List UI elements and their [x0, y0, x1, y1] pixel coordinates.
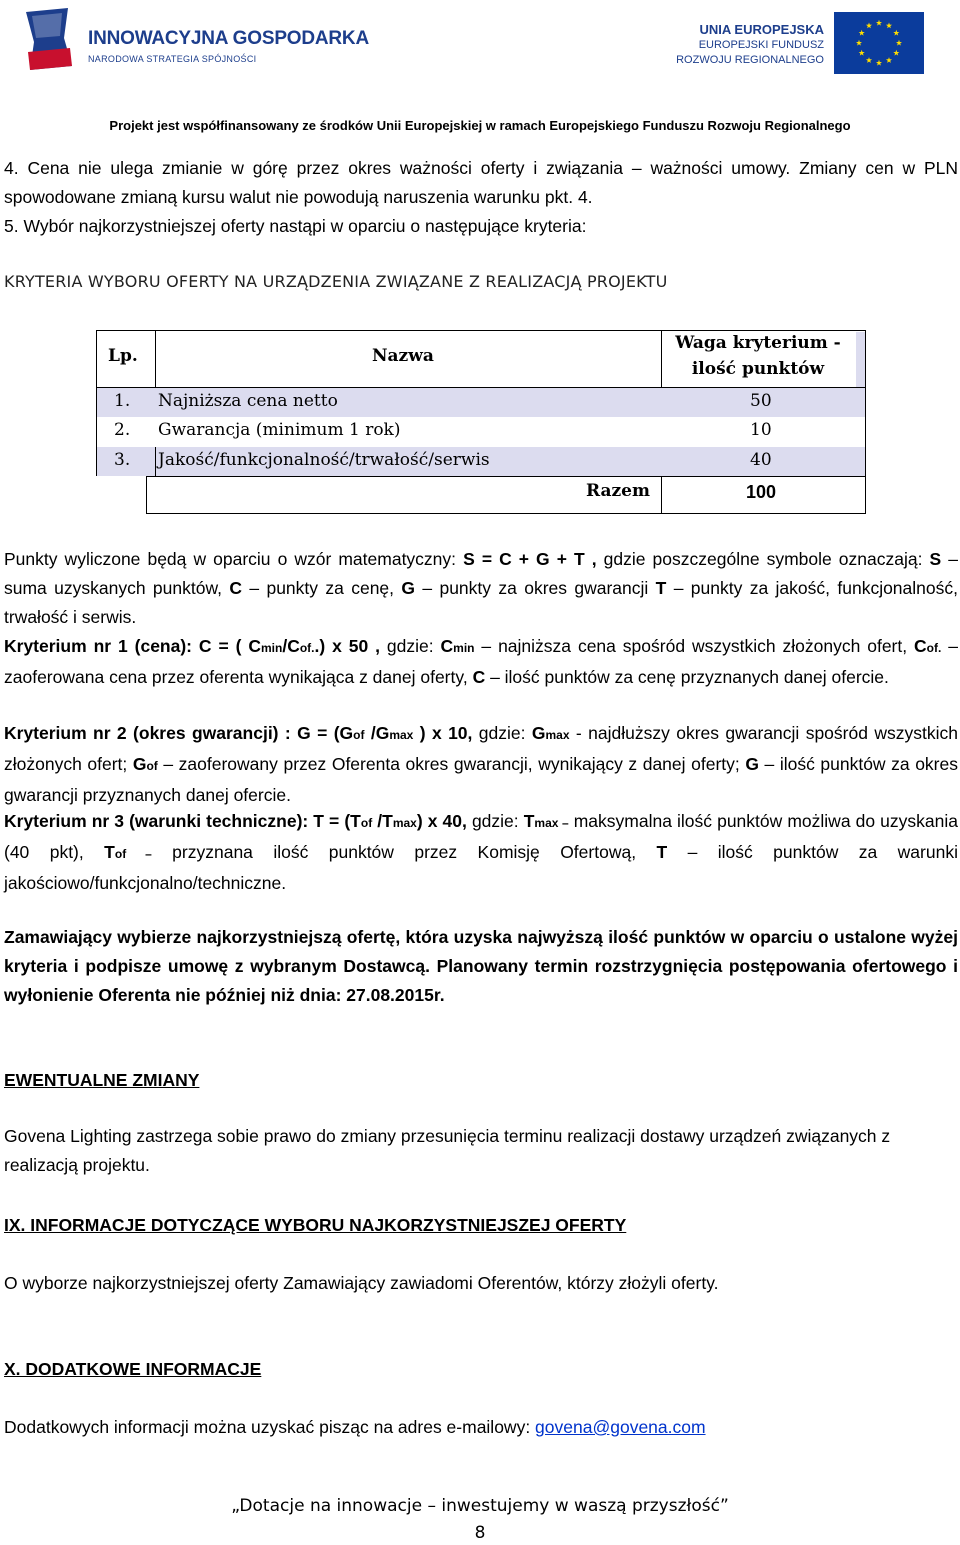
row-3-weight: 40 [750, 450, 772, 470]
total-label: Razem [586, 481, 650, 501]
point-4-text: 4. Cena nie ulega zmianie w górę przez okres ważności oferty i związania – ważności umowy. Zmiany cen w PLN spowodowane zmianą kursu walut nie powodują naruszenia warunku pkt. 4. [4, 158, 958, 207]
footer-slogan: „Dotacje na innowacje – inwestujemy w waszą przyszłość” [231, 1496, 729, 1516]
section-10-text: Dodatkowych informacji można uzyskać pisząc na adres e-mailowy: govena@govena.com [4, 1417, 706, 1437]
row-1-lp: 1. [114, 391, 131, 411]
formula-paragraph: Punkty wyliczone będą w oparciu o wzór matematyczny: S = C + G + T , gdzie poszczególne symbole oznaczają: S – suma uzyskanych punktów, C – punkty za cenę, G – punkty za okres gwarancji T – punkty za jakość, funkcjonalność, trwałość i serwis. [4, 549, 959, 627]
header-weight-line2: ilość punktów [691, 359, 825, 379]
ig-title: INNOWACYJNA GOSPODARKA [88, 28, 369, 49]
eu-fund-line: EUROPEJSKI FUNDUSZ [698, 39, 824, 51]
header-lp: Lp. [108, 346, 138, 366]
eu-flag-icon [834, 12, 924, 74]
cofinancing-note: Projekt jest współfinansowany ze środków Unii Europejskiej w ramach Europejskiego Funduszu Rozwoju Regionalnego [109, 118, 851, 133]
criterion-1-paragraph: Kryterium nr 1 (cena): C = ( Cmin/Cof..) x 50 , gdzie: Cmin – najniższa cena spośród wszystkich złożonych ofert, Cof. – zaoferowana cena przez oferenta wynikająca z danej oferty, C – ilość punktów za cenę przyznanych danej ofercie. [4, 636, 958, 687]
contact-email-link[interactable]: govena@govena.com [535, 1417, 706, 1437]
criterion-3-paragraph: Kryterium nr 3 (warunki techniczne): T = (Tof /Tmax) x 40, gdzie: Tmax – maksymalna ilość punktów możliwa do uzyskania (40 pkt), Tof – przyznana ilość punktów przez Komisję Ofertową, T – ilość punktów za warunki jakościowo/funkcjonalno/techniczne. [4, 811, 958, 893]
section-9-text: O wyborze najkorzystniejszej oferty Zamawiający zawiadomi Oferentów, którzy złożyli oferty. [4, 1273, 719, 1293]
eu-region-line: ROZWOJU REGIONALNEGO [676, 54, 824, 66]
section-10-heading: X. DODATKOWE INFORMACJE [4, 1359, 262, 1379]
selection-summary: Zamawiający wybierze najkorzystniejszą ofertę, która uzyska najwyższą ilość punktów w oparciu o ustalone wyżej kryteria i podpisze umowę z wybranym Dostawcą. Planowany termin rozstrzygnięcia postępowania ofertowego i wyłonienie Oferenta nie później niż dnia: 27.08.2015r. [4, 927, 958, 1005]
criterion-2-paragraph: Kryterium nr 2 (okres gwarancji) : G = (Gof /Gmax ) x 10, gdzie: Gmax - najdłuższy okres gwarancji spośród wszystkich złożonych ofert; Gof – zaoferowany przez Oferenta okres gwarancji, wynikający z danej oferty; G – ilość punktów za okres gwarancji przyznanych danej ofercie. [4, 723, 958, 805]
row-1-weight: 50 [750, 391, 772, 411]
row-2-name: Gwarancja (minimum 1 rok) [158, 420, 401, 440]
row-2-weight: 10 [750, 420, 772, 440]
total-value: 100 [746, 482, 777, 502]
changes-heading: EWENTUALNE ZMIANY [4, 1070, 200, 1090]
header-name: Nazwa [372, 346, 434, 366]
header-weight-line1: Waga kryterium - [675, 333, 841, 353]
ig-subtitle: NARODOWA STRATEGIA SPÓJNOŚCI [88, 54, 257, 64]
eu-logo [676, 12, 924, 72]
section-9-heading: IX. INFORMACJE DOTYCZĄCE WYBORU NAJKORZYSTNIEJSZEJ OFERTY [4, 1215, 627, 1235]
eu-title: UNIA EUROPEJSKA [699, 22, 824, 37]
row-3-name: Jakość/funkcjonalność/trwałość/serwis [158, 450, 490, 470]
criteria-table [96, 330, 866, 514]
ig-flag-icon [24, 8, 78, 70]
header-right-shade [856, 332, 865, 388]
innowacyjna-gospodarka-logo [24, 8, 369, 70]
point-5-text: 5. Wybór najkorzystniejszej oferty nastąpi w oparciu o następujące kryteria: [4, 216, 587, 236]
criteria-heading: KRYTERIA WYBORU OFERTY NA URZĄDZENIA ZWIĄZANE Z REALIZACJĄ PROJEKTU [4, 272, 668, 291]
row-3-lp: 3. [114, 450, 131, 470]
row-1-name: Najniższa cena netto [158, 391, 338, 411]
page-number: 8 [474, 1523, 486, 1543]
row-2-lp: 2. [114, 420, 131, 440]
changes-text: Govena Lighting zastrzega sobie prawo do zmiany przesunięcia terminu realizacji dostawy urządzeń związanych z realizacją projektu. [4, 1126, 891, 1175]
